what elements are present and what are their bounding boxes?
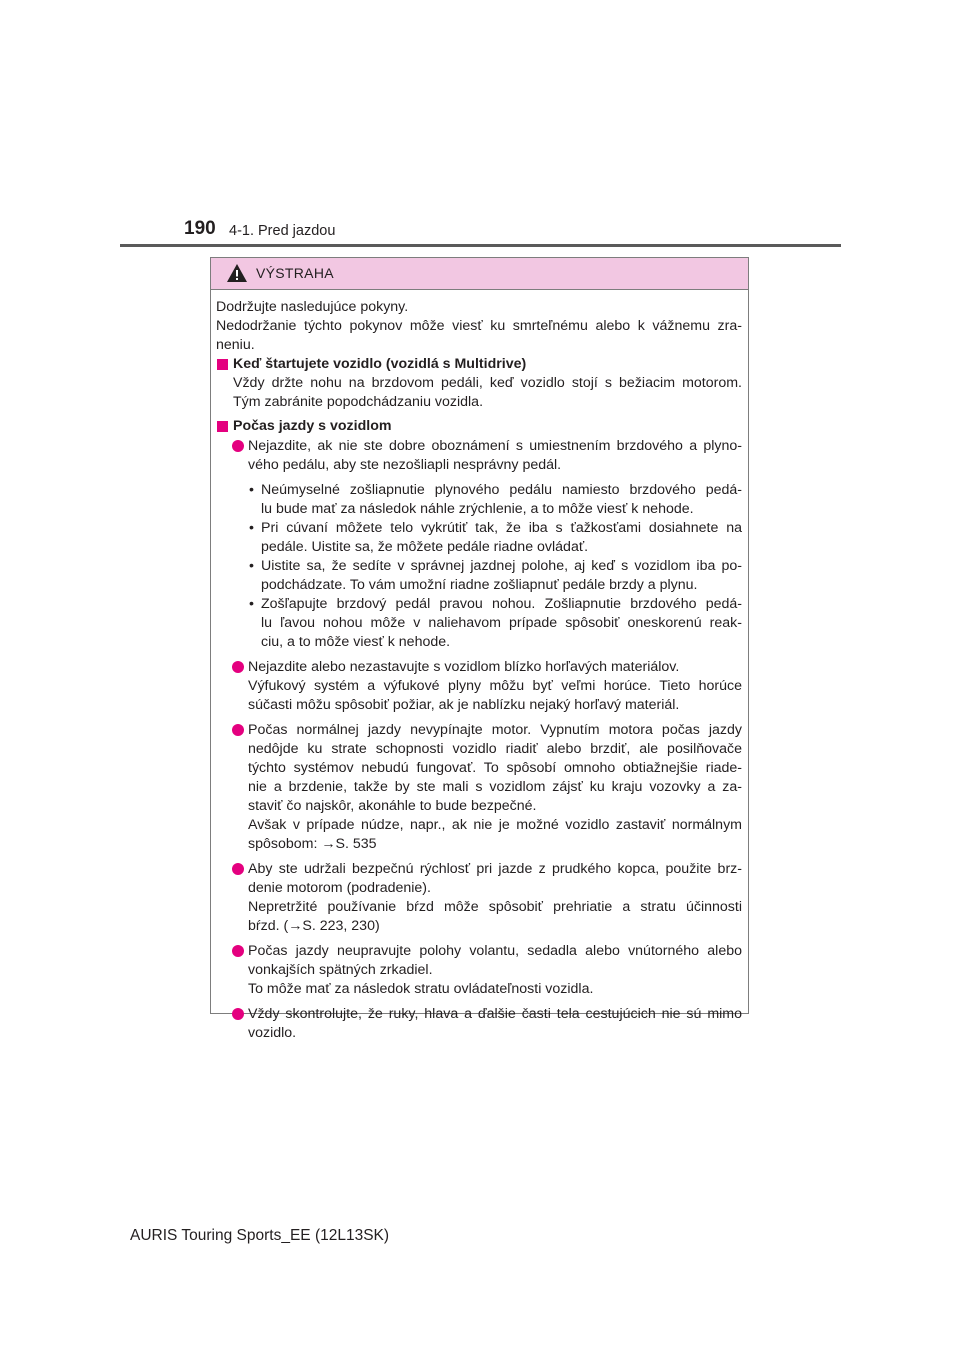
footer-model: AURIS Touring Sports_EE (12L13SK) xyxy=(130,1227,390,1244)
text-line: nie a brzdenie, takže by ste mali s vozidlom zájsť ku kraju vozovky a za- xyxy=(248,779,742,795)
text-line: Uistite sa, že sedíte v správnej jazdnej polohe, aj keď s vozidlom iba po- xyxy=(261,558,742,574)
list-item xyxy=(216,860,742,936)
warning-title: VÝSTRAHA xyxy=(256,265,334,281)
text-line: vozidlo. xyxy=(248,1025,297,1041)
round-bullet-icon xyxy=(232,1008,244,1020)
text-line: Nejazdite alebo nezastavujte s vozidlom blízko horľavých materiálov. xyxy=(248,659,680,675)
text-line: pedále. Uistite sa, že môžete pedále riadne ovládať. xyxy=(261,539,589,555)
text-line: staviť čo najskôr, akonáhle to bude bezpečné. xyxy=(248,798,537,814)
text-line: Vždy držte nohu na brzdovom pedáli, keď vozidlo stojí s bežiacim motorom. xyxy=(233,375,742,391)
square-bullet-icon xyxy=(217,359,228,370)
text-line: súčasti môžu spôsobiť požiar, ak je nablízku nejaký horľavý materiál. xyxy=(248,697,680,713)
intro-line: Nedodržanie týchto pokynov môže viesť ku smrteľnému alebo k vážnemu zra- xyxy=(216,318,742,334)
text-line: lu ľavou nohou môže v naliehavom prípade spôsobiť oneskorenú reak- xyxy=(261,615,742,631)
text-line: Tým zabránite popodchádzaniu vozidla. xyxy=(233,394,484,410)
list-item xyxy=(216,721,742,854)
round-bullet-icon xyxy=(232,945,244,957)
round-bullet-icon xyxy=(232,661,244,673)
section-heading-text: Počas jazdy s vozidlom xyxy=(233,418,392,434)
text-line: Výfukový systém a výfukové plyny môžu byť veľmi horúce. Tieto horúce xyxy=(248,678,742,694)
text-line: denie motorom (podradenie). xyxy=(248,880,431,896)
text-line: Neúmyselné zošliapnutie plynového pedálu namiesto brzdového pedá- xyxy=(261,482,742,498)
sub-list-item xyxy=(216,595,742,652)
page-reference: bŕzd. (→S. 223, 230) xyxy=(248,918,380,934)
text-line: Vždy skontrolujte, že ruky, hlava a ďalšie časti tela cestujúcich nie sú mimo xyxy=(248,1006,742,1022)
sub-list-item xyxy=(216,481,742,519)
section-heading xyxy=(216,417,742,436)
dot-bullet-icon: • xyxy=(249,520,254,536)
text-line: Nepretržité používanie bŕzd môže spôsobiť prehriatie a stratu účinnosti xyxy=(248,899,742,915)
warning-box xyxy=(210,257,749,1041)
text-line: vého pedálu, aby ste nezošliapli nesprávny pedál. xyxy=(248,457,562,473)
text-line: ciu, a to môže viesť k nehode. xyxy=(261,634,451,650)
dot-bullet-icon: • xyxy=(249,482,254,498)
list-item xyxy=(216,658,742,715)
text-line: Avšak v prípade núdze, napr., ak nie je možné vozidlo zastaviť normálnym xyxy=(248,817,742,833)
warning-body xyxy=(211,290,748,1043)
text-line: týchto systémov nebudú fungovať. To spôsobí omnoho obtiažnejšie riade- xyxy=(248,760,742,776)
section-title: 4-1. Pred jazdou xyxy=(229,223,336,239)
list-item xyxy=(216,437,742,475)
text-line: Pri cúvaní môžete telo vykrútiť tak, že iba s ťažkosťami dosiahnete na xyxy=(261,520,742,536)
text-line: Nejazdite, ak nie ste dobre oboznámení s umiestnením brzdového a plyno- xyxy=(248,438,742,454)
text-line: podchádzate. To vám umožní riadne zošliapnuť pedále brzdy a plynu. xyxy=(261,577,698,593)
round-bullet-icon xyxy=(232,440,244,452)
text-line: Počas jazdy neupravujte polohy volantu, sedadla alebo vnútorného alebo xyxy=(248,943,742,959)
text-line: Aby ste udržali bezpečnú rýchlosť pri jazde z prudkého kopca, použite brz- xyxy=(248,861,742,877)
sub-list-item xyxy=(216,557,742,595)
text-line: vonkajších spätných zrkadiel. xyxy=(248,962,433,978)
page-number: 190 xyxy=(184,218,216,239)
round-bullet-icon xyxy=(232,863,244,875)
square-bullet-icon xyxy=(217,421,228,432)
list-item xyxy=(216,1005,742,1043)
text-line: To môže mať za následok stratu ovládateľnosti vozidla. xyxy=(248,981,594,997)
section-while-driving xyxy=(216,417,742,1043)
intro-line: Dodržujte nasledujúce pokyny. xyxy=(216,299,409,315)
section-start-vehicle xyxy=(216,355,742,412)
sub-list xyxy=(216,481,742,652)
dot-bullet-icon: • xyxy=(249,558,254,574)
section-text xyxy=(216,374,742,412)
text-line: Zošľapujte brzdový pedál pravou nohou. Zošliapnutie brzdového pedá- xyxy=(261,596,742,612)
text-line: lu bude mať za následok náhle zrýchlenie, a to môže viesť k nehode. xyxy=(261,501,694,517)
warning-intro xyxy=(216,298,742,355)
section-heading-text: Keď štartujete vozidlo (vozidlá s Multidrive) xyxy=(233,356,527,372)
header-rule xyxy=(120,244,841,247)
sub-list-item xyxy=(216,519,742,557)
warning-triangle-icon xyxy=(226,263,248,283)
dot-bullet-icon: • xyxy=(249,596,254,612)
text-line: nedôjde ku strate schopnosti vozidlo riadiť alebo brzdiť, ale posilňovače xyxy=(248,741,742,757)
warning-header xyxy=(211,258,748,290)
list-item xyxy=(216,942,742,999)
intro-line: neniu. xyxy=(216,337,255,353)
round-bullet-icon xyxy=(232,724,244,736)
text-line: Počas normálnej jazdy nevypínajte motor. Vypnutím motora počas jazdy xyxy=(248,722,742,738)
page-reference: spôsobom: →S. 535 xyxy=(248,836,377,852)
section-heading xyxy=(216,355,742,374)
